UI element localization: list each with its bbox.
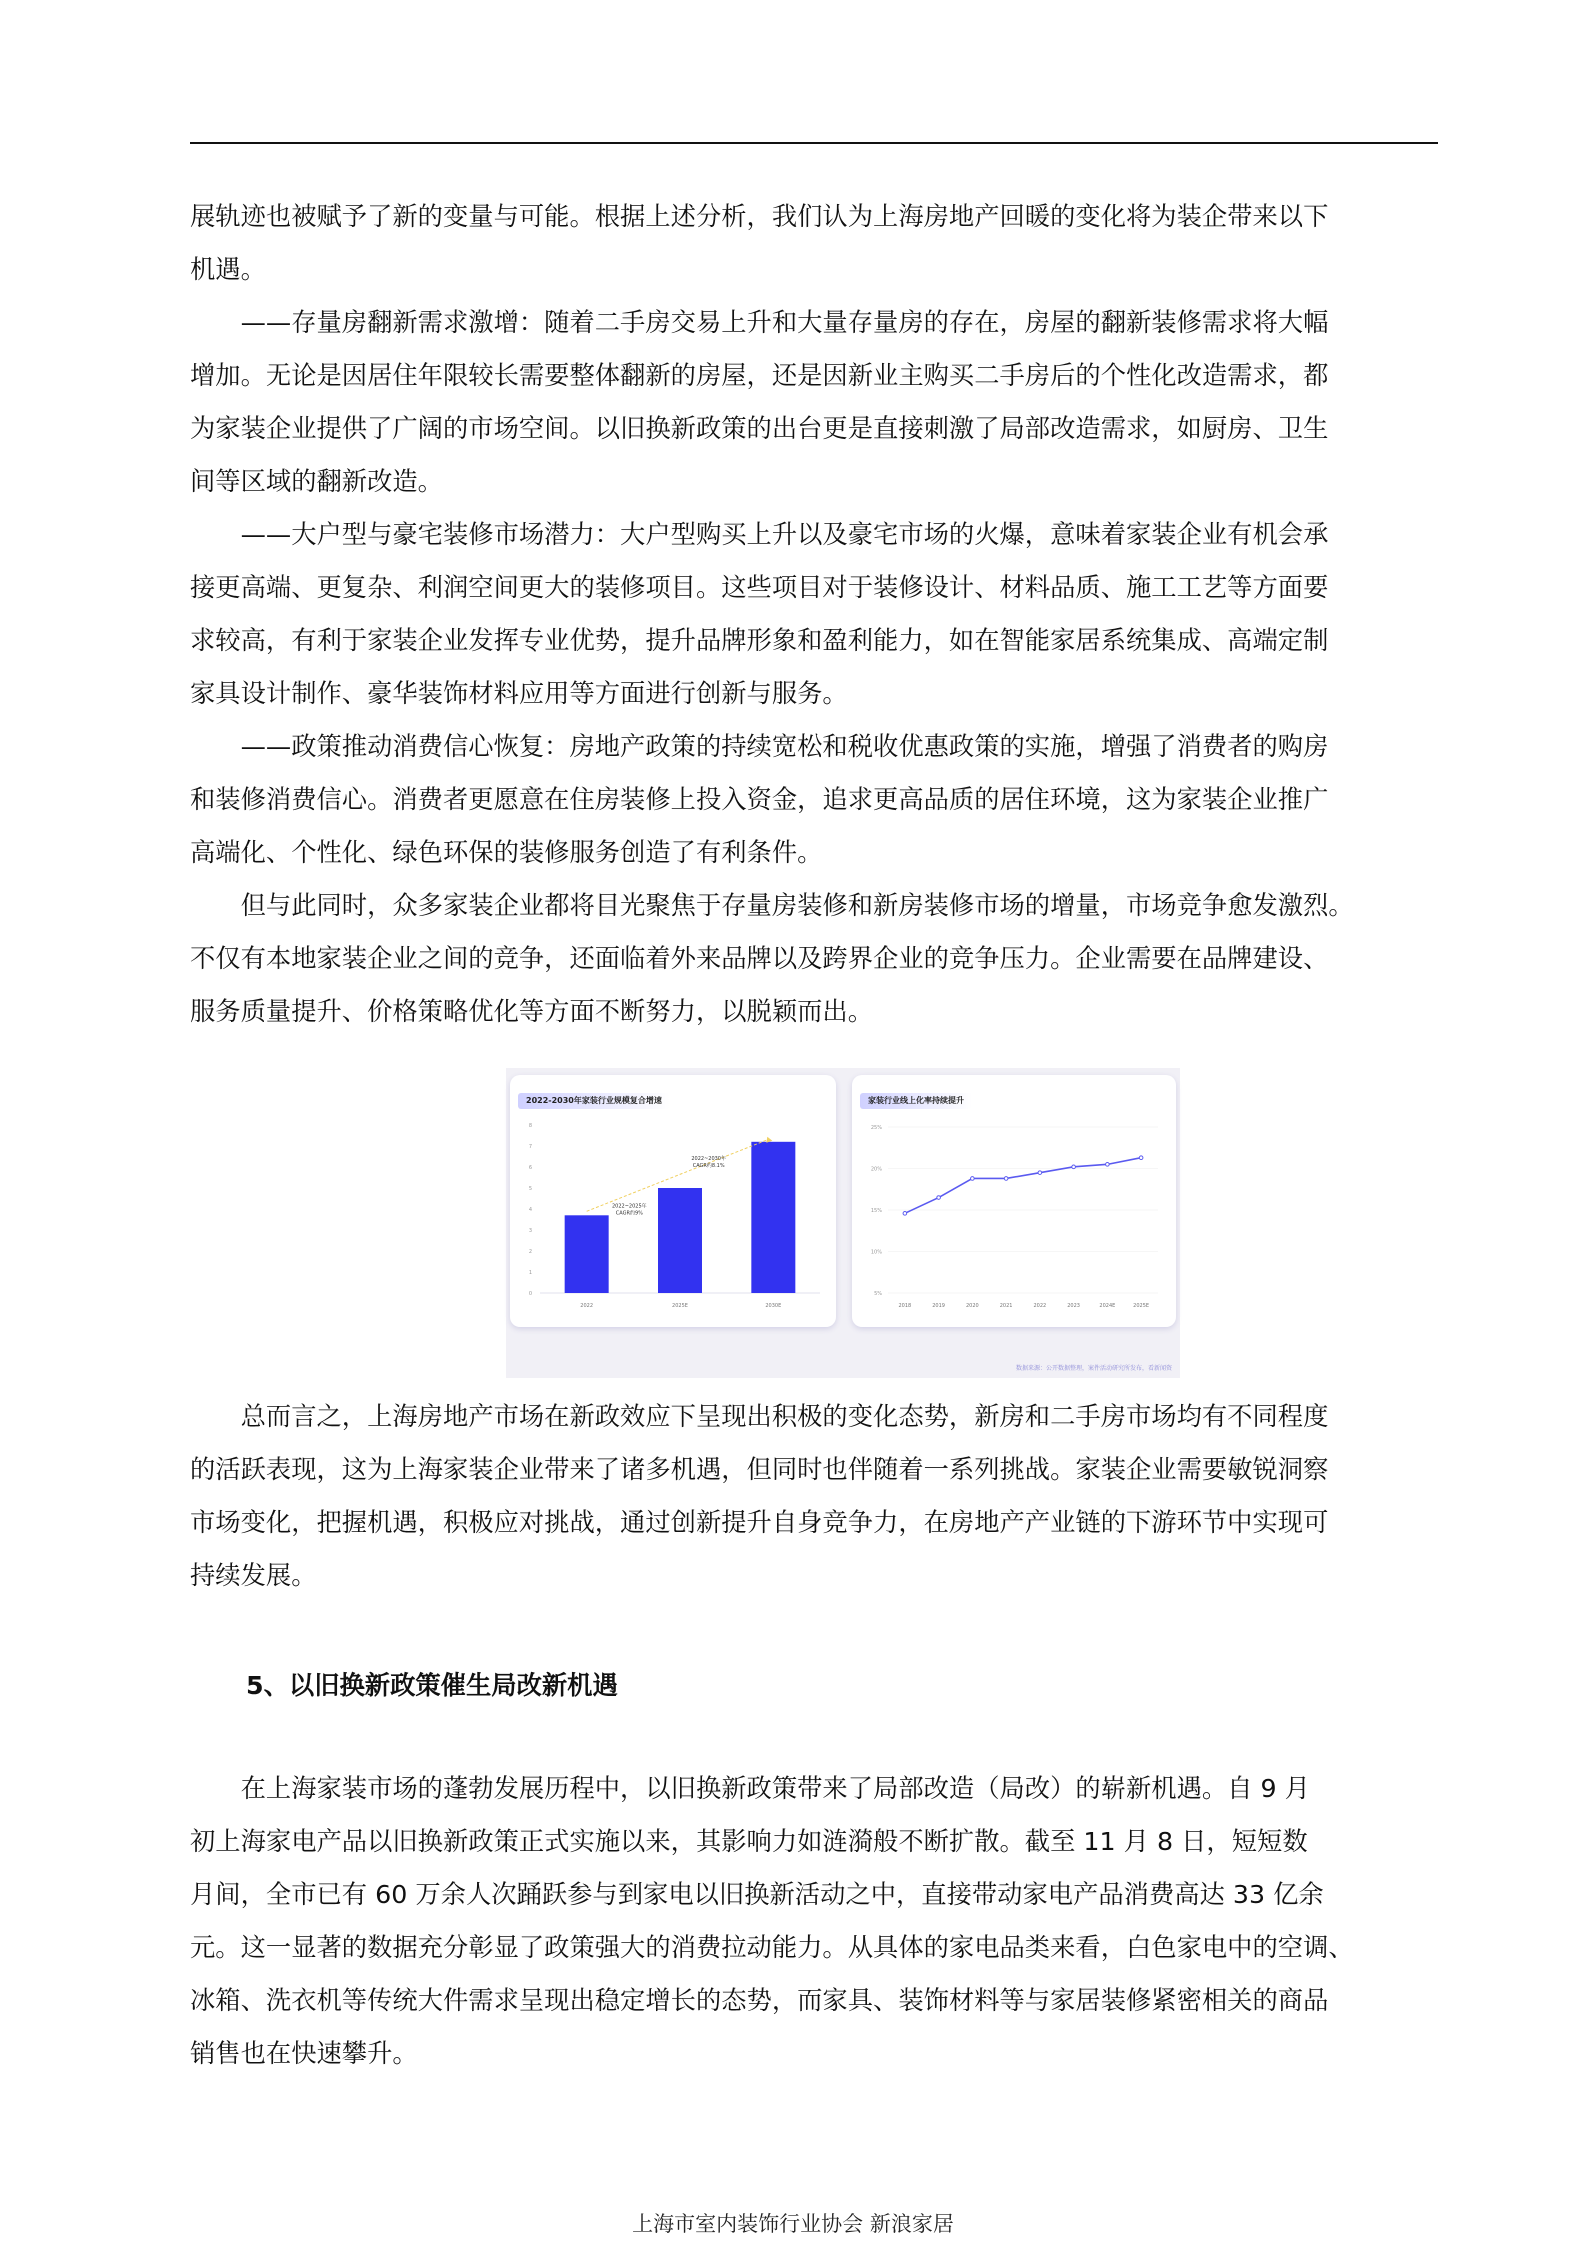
text-line: 冰箱、洗衣机等传统大件需求呈现出稳定增长的态势，而家具、装饰材料等与家居装修紧密相关的商品 <box>190 1986 1329 2015</box>
y-tick-label: 1 <box>528 1270 532 1276</box>
bar-chart-title: 2022-2030年家装行业规模复合增速 <box>518 1093 670 1109</box>
text-line: 总而言之，上海房地产市场在新政效应下呈现出积极的变化态势，新房和二手房市场均有不同程度 <box>190 1402 1329 1431</box>
data-point <box>1004 1177 1008 1181</box>
data-point <box>971 1177 975 1181</box>
y-tick-label: 5% <box>874 1291 882 1297</box>
data-point <box>1139 1156 1143 1160</box>
text-line: 持续发展。 <box>190 1561 317 1590</box>
paragraph-7 <box>190 1762 1438 2080</box>
x-tick-label: 2021 <box>999 1303 1013 1309</box>
cagr-annotation: 2022~2030年 <box>691 1156 726 1162</box>
paragraph-4 <box>190 720 1438 879</box>
text-line: 销售也在快速攀升。 <box>190 2039 418 2068</box>
bar <box>658 1188 702 1293</box>
line-chart <box>852 1075 1176 1327</box>
y-tick-label: 2 <box>528 1249 532 1255</box>
y-tick-label: 20% <box>870 1166 882 1173</box>
x-tick-label: 2025E <box>1133 1303 1150 1309</box>
series-line <box>905 1158 1141 1214</box>
paragraph-6 <box>190 1390 1438 1602</box>
page-footer: 上海市室内装饰行业协会 新浪家居 <box>632 2212 954 2236</box>
data-point <box>1038 1171 1042 1175</box>
text-line: 机遇。 <box>190 255 266 284</box>
text-line: 的活跃表现，这为上海家装企业带来了诸多机遇，但同时也伴随着一系列挑战。家装企业需要敏锐洞察 <box>190 1455 1329 1484</box>
section-heading: 5、以旧换新政策催生局改新机遇 <box>246 1671 618 1700</box>
x-tick-label: 2023 <box>1067 1303 1080 1309</box>
text-line: 不仅有本地家装企业之间的竞争，还面临着外来品牌以及跨界企业的竞争压力。企业需要在品牌建设、 <box>190 944 1329 973</box>
x-tick-label: 2019 <box>932 1303 945 1309</box>
paragraph-5 <box>190 879 1438 1038</box>
paragraph-1 <box>190 190 1438 296</box>
text-line: 为家装企业提供了广阔的市场空间。以旧换新政策的出台更是直接刺激了局部改造需求，如厨房、卫生 <box>190 414 1329 443</box>
y-tick-label: 0 <box>528 1291 532 1297</box>
cagr-annotation: CAGR约9% <box>615 1210 643 1217</box>
cagr-annotation: 2022~2025年 <box>612 1203 647 1210</box>
text-line: 在上海家装市场的蓬勃发展历程中，以旧换新政策带来了局部改造（局改）的崭新机遇。自 9 月 <box>190 1774 1310 1803</box>
x-tick-label: 2024E <box>1099 1303 1116 1309</box>
x-tick-label: 2020 <box>966 1303 979 1309</box>
text-line: 和装修消费信心。消费者更愿意在住房装修上投入资金，追求更高品质的居住环境，这为家装企业推广 <box>190 785 1329 814</box>
text-line: 初上海家电产品以旧换新政策正式实施以来，其影响力如涟漪般不断扩散。截至 11 月 8 日，短短数 <box>190 1827 1308 1856</box>
y-tick-label: 6 <box>528 1165 532 1171</box>
y-tick-label: 15% <box>870 1208 882 1214</box>
bar-chart <box>510 1075 836 1327</box>
y-tick-label: 25% <box>870 1125 882 1131</box>
y-tick-label: 10% <box>870 1249 882 1256</box>
line-chart-card <box>852 1075 1176 1327</box>
y-tick-label: 3 <box>528 1228 532 1234</box>
text-line: ——存量房翻新需求激增：随着二手房交易上升和大量存量房的存在，房屋的翻新装修需求将大幅 <box>190 308 1329 337</box>
y-tick-label: 7 <box>528 1144 532 1150</box>
x-tick-label: 2025E <box>672 1303 688 1309</box>
text-line: ——大户型与豪宅装修市场潜力：大户型购买上升以及豪宅市场的火爆，意味着家装企业有机会承 <box>190 520 1329 549</box>
bar <box>565 1215 609 1293</box>
data-point <box>1106 1163 1110 1167</box>
text-line: 但与此同时，众多家装企业都将目光聚焦于存量房装修和新房装修市场的增量，市场竞争愈发激烈。 <box>190 891 1354 920</box>
paragraph-2 <box>190 296 1438 508</box>
text-line: 展轨迹也被赋予了新的变量与可能。根据上述分析，我们认为上海房地产回暖的变化将为装企带来以下 <box>190 202 1329 231</box>
bar-chart-card <box>510 1075 836 1327</box>
x-tick-label: 2022 <box>1033 1303 1047 1309</box>
x-tick-label: 2022 <box>580 1303 594 1309</box>
y-tick-label: 5 <box>528 1186 532 1192</box>
text-line: 市场变化，把握机遇，积极应对挑战，通过创新提升自身竞争力，在房地产产业链的下游环节中实现可 <box>190 1508 1329 1537</box>
header-rule <box>190 142 1438 144</box>
text-line: 求较高，有利于家装企业发挥专业优势，提升品牌形象和盈利能力，如在智能家居系统集成、高端定制 <box>190 626 1329 655</box>
y-tick-label: 4 <box>528 1207 532 1213</box>
text-line: 接更高端、更复杂、利润空间更大的装修项目。这些项目对于装修设计、材料品质、施工工艺等方面要 <box>190 573 1329 602</box>
text-line: 月间，全市已有 60 万余人次踊跃参与到家电以旧换新活动之中，直接带动家电产品消费高达 33 亿余 <box>190 1880 1324 1909</box>
line-chart-title: 家装行业线上化率持续提升 <box>860 1093 972 1109</box>
x-tick-label: 2030E <box>765 1303 782 1309</box>
text-line: 增加。无论是因居住年限较长需要整体翻新的房屋，还是因新业主购买二手房后的个性化改造需求，都 <box>190 361 1329 390</box>
text-line: 高端化、个性化、绿色环保的装修服务创造了有利条件。 <box>190 838 823 867</box>
text-line: 服务质量提升、价格策略优化等方面不断努力，以脱颖而出。 <box>190 997 874 1026</box>
y-tick-label: 8 <box>528 1123 532 1129</box>
data-point <box>937 1196 941 1200</box>
chart-figure <box>506 1068 1180 1378</box>
data-point <box>903 1212 907 1216</box>
figure-source-note: 数据来源：公开数据整理，案件活动研究所发布，看新闻资 <box>1015 1365 1172 1372</box>
text-line: ——政策推动消费信心恢复：房地产政策的持续宽松和税收优惠政策的实施，增强了消费者的购房 <box>190 732 1329 761</box>
data-point <box>1072 1165 1076 1169</box>
paragraph-3 <box>190 508 1438 720</box>
text-line: 间等区域的翻新改造。 <box>190 467 443 496</box>
text-line: 家具设计制作、豪华装饰材料应用等方面进行创新与服务。 <box>190 679 848 708</box>
cagr-annotation: CAGR约8.1% <box>692 1163 725 1169</box>
x-tick-label: 2018 <box>898 1303 912 1309</box>
text-line: 元。这一显著的数据充分彰显了政策强大的消费拉动能力。从具体的家电品类来看，白色家电中的空调、 <box>190 1933 1354 1962</box>
bar <box>751 1142 795 1293</box>
